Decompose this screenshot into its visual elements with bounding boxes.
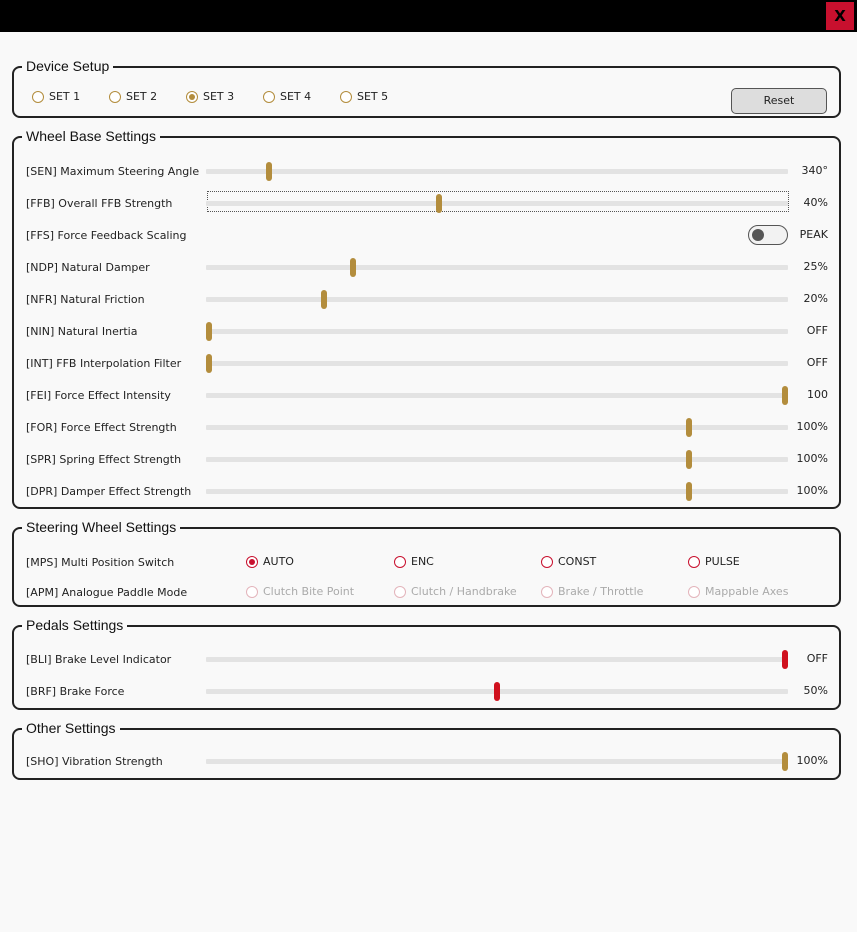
mps-const-radio-circle[interactable]: [541, 556, 553, 568]
wheel-base-title: Wheel Base Settings: [22, 128, 160, 144]
title-bar: [0, 0, 857, 32]
set-3-radio-circle[interactable]: [186, 91, 198, 103]
nfr-slider[interactable]: [206, 297, 788, 302]
nin-label: [NIN] Natural Inertia: [26, 325, 138, 338]
apm-option-clutch-handbrake[interactable]: [394, 585, 517, 598]
mps-auto-radio-circle[interactable]: [246, 556, 258, 568]
brf-label: [BRF] Brake Force: [26, 685, 125, 698]
set-3-label: SET 3: [203, 90, 235, 103]
ndp-slider-thumb[interactable]: [350, 258, 356, 277]
int-value: OFF: [806, 356, 828, 369]
set-1-radio-circle[interactable]: [32, 91, 44, 103]
set-1-label: SET 1: [49, 90, 81, 103]
mps-option-enc[interactable]: [394, 555, 434, 568]
mps-const-label: CONST: [558, 555, 597, 568]
ffb-label: [FFB] Overall FFB Strength: [26, 197, 173, 210]
dpr-label: [DPR] Damper Effect Strength: [26, 485, 192, 498]
for-slider-thumb[interactable]: [686, 418, 692, 437]
sho-label: [SHO] Vibration Strength: [26, 755, 163, 768]
apm-mappable-axes-radio-circle[interactable]: [688, 586, 700, 598]
mps-auto-label: AUTO: [263, 555, 294, 568]
ffb-slider-thumb[interactable]: [436, 194, 442, 213]
mps-option-pulse[interactable]: [688, 555, 740, 568]
brf-slider[interactable]: [206, 689, 788, 694]
apm-option-mappable-axes[interactable]: [688, 585, 788, 598]
sen-slider[interactable]: [206, 169, 788, 174]
fei-value: 100: [807, 388, 828, 401]
apm-mappable-axes-label: Mappable Axes: [705, 585, 789, 598]
apm-brake-throttle-radio-circle[interactable]: [541, 586, 553, 598]
set-4-radio[interactable]: [263, 90, 311, 103]
ffs-label: [FFS] Force Feedback Scaling: [26, 229, 187, 242]
nfr-label: [NFR] Natural Friction: [26, 293, 145, 306]
reset-button[interactable]: Reset: [731, 88, 827, 114]
apm-label: [APM] Analogue Paddle Mode: [26, 586, 188, 599]
nin-slider-thumb[interactable]: [206, 322, 212, 341]
fei-slider[interactable]: [206, 393, 788, 398]
dpr-value: 100%: [796, 484, 828, 497]
device-setup-group: [12, 58, 841, 118]
ndp-label: [NDP] Natural Damper: [26, 261, 150, 274]
steering-wheel-group: [12, 519, 841, 607]
ffs-toggle[interactable]: [748, 225, 788, 245]
for-value: 100%: [796, 420, 828, 433]
mps-enc-label: ENC: [411, 555, 434, 568]
bli-slider[interactable]: [206, 657, 788, 662]
ffs-toggle-knob: [752, 229, 764, 241]
ndp-slider[interactable]: [206, 265, 788, 270]
pedals-group: [12, 617, 841, 710]
set-1-radio[interactable]: [32, 90, 80, 103]
other-group: [12, 720, 841, 780]
spr-value: 100%: [796, 452, 828, 465]
apm-option-brake-throttle[interactable]: [541, 585, 643, 598]
ndp-value: 25%: [803, 260, 828, 273]
brf-value: 50%: [803, 684, 828, 697]
ffs-value: PEAK: [799, 228, 828, 241]
sen-value: 340°: [801, 164, 828, 177]
nin-slider[interactable]: [206, 329, 788, 334]
apm-clutch-handbrake-radio-circle[interactable]: [394, 586, 406, 598]
apm-clutch-bite-point-label: Clutch Bite Point: [263, 585, 355, 598]
spr-label: [SPR] Spring Effect Strength: [26, 453, 182, 466]
spr-slider[interactable]: [206, 457, 788, 462]
device-setup-title: Device Setup: [22, 58, 113, 74]
set-5-label: SET 5: [357, 90, 389, 103]
apm-option-clutch-bite-point[interactable]: [246, 585, 354, 598]
mps-enc-radio-circle[interactable]: [394, 556, 406, 568]
sho-slider[interactable]: [206, 759, 788, 764]
mps-label: [MPS] Multi Position Switch: [26, 556, 175, 569]
nin-value: OFF: [806, 324, 828, 337]
bli-label: [BLI] Brake Level Indicator: [26, 653, 172, 666]
sen-slider-thumb[interactable]: [266, 162, 272, 181]
apm-brake-throttle-label: Brake / Throttle: [558, 585, 644, 598]
for-slider[interactable]: [206, 425, 788, 430]
spr-slider-thumb[interactable]: [686, 450, 692, 469]
set-5-radio[interactable]: [340, 90, 388, 103]
mps-pulse-label: PULSE: [705, 555, 740, 568]
apm-clutch-bite-point-radio-circle[interactable]: [246, 586, 258, 598]
set-4-radio-circle[interactable]: [263, 91, 275, 103]
sho-slider-thumb[interactable]: [782, 752, 788, 771]
ffb-slider[interactable]: [206, 201, 788, 206]
bli-slider-thumb[interactable]: [782, 650, 788, 669]
mps-pulse-radio-circle[interactable]: [688, 556, 700, 568]
ffb-value: 40%: [803, 196, 828, 209]
fei-label: [FEI] Force Effect Intensity: [26, 389, 171, 402]
bli-value: OFF: [806, 652, 828, 665]
set-2-label: SET 2: [126, 90, 158, 103]
set-4-label: SET 4: [280, 90, 312, 103]
steering-wheel-title: Steering Wheel Settings: [22, 519, 180, 535]
set-3-radio[interactable]: [186, 90, 234, 103]
sho-value: 100%: [796, 754, 828, 767]
other-title: Other Settings: [22, 720, 120, 736]
mps-option-auto[interactable]: [246, 555, 294, 568]
close-button[interactable]: X: [826, 2, 854, 30]
sen-label: [SEN] Maximum Steering Angle: [26, 165, 200, 178]
int-slider-thumb[interactable]: [206, 354, 212, 373]
int-slider[interactable]: [206, 361, 788, 366]
brf-slider-thumb[interactable]: [494, 682, 500, 701]
apm-clutch-handbrake-label: Clutch / Handbrake: [411, 585, 517, 598]
nfr-value: 20%: [803, 292, 828, 305]
pedals-title: Pedals Settings: [22, 617, 127, 633]
nfr-slider-thumb[interactable]: [321, 290, 327, 309]
set-2-radio[interactable]: [109, 90, 157, 103]
set-2-radio-circle[interactable]: [109, 91, 121, 103]
int-label: [INT] FFB Interpolation Filter: [26, 357, 182, 370]
wheel-base-group: [12, 128, 841, 509]
dpr-slider[interactable]: [206, 489, 788, 494]
mps-option-const[interactable]: [541, 555, 596, 568]
fei-slider-thumb[interactable]: [782, 386, 788, 405]
set-5-radio-circle[interactable]: [340, 91, 352, 103]
dpr-slider-thumb[interactable]: [686, 482, 692, 501]
for-label: [FOR] Force Effect Strength: [26, 421, 177, 434]
